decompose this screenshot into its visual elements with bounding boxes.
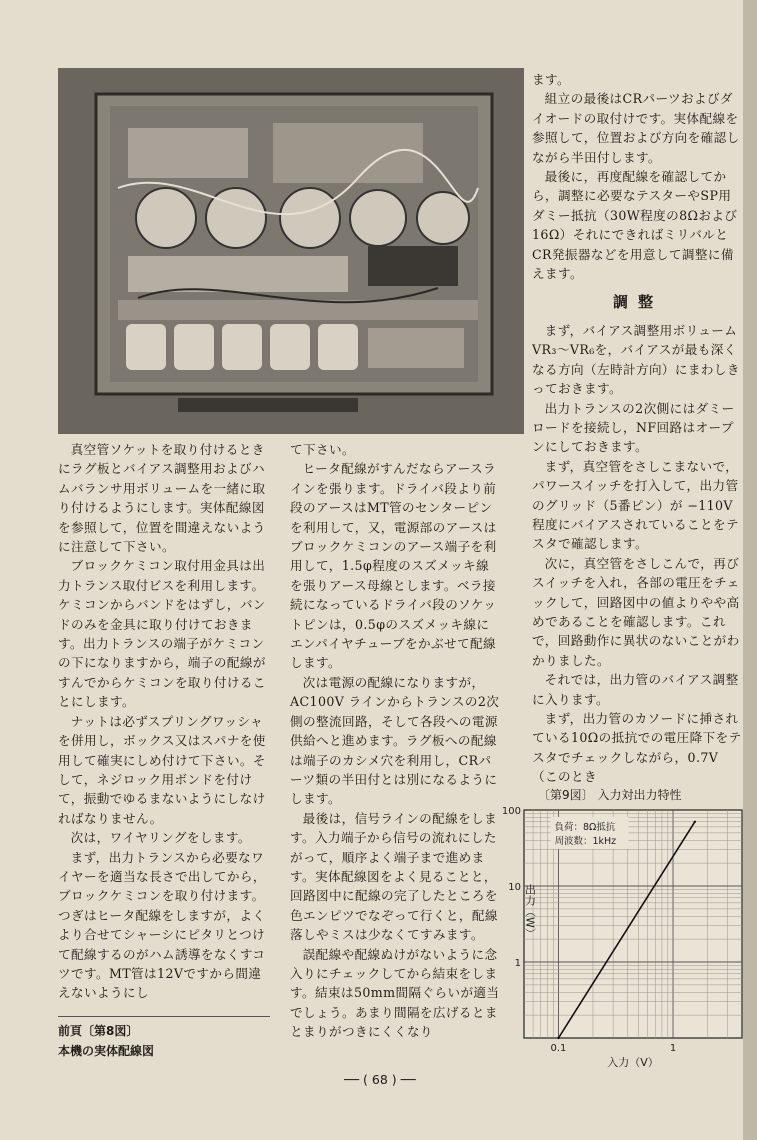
paragraph: 次に，真空管をさしこんで，再びスイッチを入れ，各部の電圧をチェックして，回路図中の値よりやや高めであることを確認します。これで，回路動作に異状のないことがわかりました。 xyxy=(532,555,740,668)
paragraph: まず，出力管のカソードに挿されている10Ωの抵抗での電圧降下をテスタでチェックしながら，0.7V（このとき xyxy=(532,711,742,785)
y-tick-label: 100 xyxy=(501,806,521,817)
text-column-2 xyxy=(290,440,502,1042)
paragraph: 次は，ワイヤリングをします。 xyxy=(70,830,251,846)
y-tick-label: 1 xyxy=(514,958,521,969)
y-axis-label: 出力（W） xyxy=(523,884,537,939)
text-column-1 xyxy=(58,440,270,1003)
paragraph: まず，バイアス調整用ボリュームVR₃〜VR₆を，バイアスが最も深くなる方向（左時計方向）にまわしきっておきます。 xyxy=(532,322,740,397)
x-axis-label: 入力（V） xyxy=(607,1056,659,1069)
paragraph: 組立の最後はCRパーツおよびダイオードの取付けです。実体配線を参照して，位置および方向を確認しながら半田付します。 xyxy=(532,91,740,165)
paragraph: まず，真空管をさしこまないで，パワースイッチを打入して，出力管のグリッド（5番ピン）が −110V 程度にバイアスされていることをテスタで確認します。 xyxy=(532,458,740,552)
y-tick-label: 10 xyxy=(508,882,521,893)
paragraph: 最後に，再度配線を確認してから，調整に必要なテスターやSP用ダミー抵抗（30W程度の8Ωおよび16Ω）それにできればミリバルとCR発振器などを用意して調整に備えます。 xyxy=(532,169,738,282)
caption-line-1: 前頁〔第8図〕 xyxy=(58,1024,139,1038)
paragraph: まず，出力トランスから必要なワイヤーを適当な長さで出してから，ブロックケミコンを取り付けます。つぎはヒータ配線をしますが，よくより合せてシャーシにピタリとつけて配線するのがハム誘導をなくすコツです。MT管は12Vですから間違えないようにし xyxy=(58,849,266,1001)
page-number: ── ( 68 ) ── xyxy=(344,1072,416,1087)
paragraph: それでは，出力管のバイアス調整に入ります。 xyxy=(532,672,739,707)
paragraph: 誤配線や配線ぬけがないように念入りにチェックしてから結束をします。結束は50mm間隔ぐらいが適当でしょう。あまり間隔を広げるとまとまりがつきにくくなり xyxy=(290,946,500,1040)
paragraph: ナットは必ずスプリングワッシャを併用し，ボックス又はスパナを使用して確実にしめ付けて下さい。そして，ネジロック用ボンドを付けて，振動でゆるまないようにしなければなりません。 xyxy=(58,713,266,826)
figure-caption xyxy=(58,1016,270,1061)
chart-annotation: 周波数：1kHz xyxy=(554,835,617,847)
paragraph: 真空管ソケットを取り付けるときにラグ板とバイアス調整用およびハムバランサ用ボリュームを一緒に取り付けるようにします。実体配線図を参照して，位置を間違えないように注意して下さい。 xyxy=(58,442,266,555)
chassis-photo-graphic xyxy=(58,68,524,434)
chart-annotation: 負荷：8Ω抵抗 xyxy=(554,821,616,833)
paragraph: ます。 xyxy=(532,72,570,87)
caption-line-2: 本機の実体配線図 xyxy=(58,1044,155,1058)
x-tick-label: 0.1 xyxy=(550,1043,567,1054)
chassis-photo xyxy=(58,68,524,434)
figure-title: 〔第9図〕 入力対出力特性 xyxy=(538,788,682,802)
io-characteristic-chart xyxy=(496,800,750,1070)
paragraph: て下さい。 xyxy=(290,442,355,457)
paragraph: 最後は，信号ラインの配線をします。入力端子から信号の流れにしたがって，順序よく端子まで進めます。実体配線図をよく見ることと，回路図中に配線の完了したところを色エンピツでなぞって行くと，配線落しやミスは少なくてすみます。 xyxy=(290,810,498,943)
series-point xyxy=(694,821,696,823)
paragraph: ブロックケミコン取付用金具は出力トランス取付ビスを利用します。ケミコンからバンドをはずし，バンドのみを金具に取り付けておきます。出力トランスの端子がケミコンの下になりますから，端子の配線がすんでからケミコンを取り付けることにします。 xyxy=(58,558,266,710)
paragraph: ヒータ配線がすんだならアースラインを張ります。ドライバ段より前段のアースはMT管のセンターピンを利用して，又，電源部のアースはブロックケミコンのアース端子を利用して，1.5φ程度のスズメッキ線を張りアース母線とします。ベラ接続になっているドライバ段のソケットピンは，0.5φのスズメッキ線にエンパイヤチューブをかぶせて配線します。 xyxy=(290,461,497,671)
x-tick-label: 1 xyxy=(669,1043,677,1054)
text-column-3 xyxy=(532,70,744,787)
series-point xyxy=(557,1037,559,1039)
paragraph: 出力トランスの2次側にはダミーロードを接続し，NF回路はオープンにしておきます。 xyxy=(532,400,735,455)
section-heading: 調整 xyxy=(612,293,663,312)
paragraph: 次は電源の配線になりますが，AC100V ラインからトランスの2次側の整流回路，そして各段への電源供給へと進めます。ラグ板への配線は端子のカシメ穴を利用し，CRパーツ類の半田付とは別になるようにします。 xyxy=(290,674,500,807)
